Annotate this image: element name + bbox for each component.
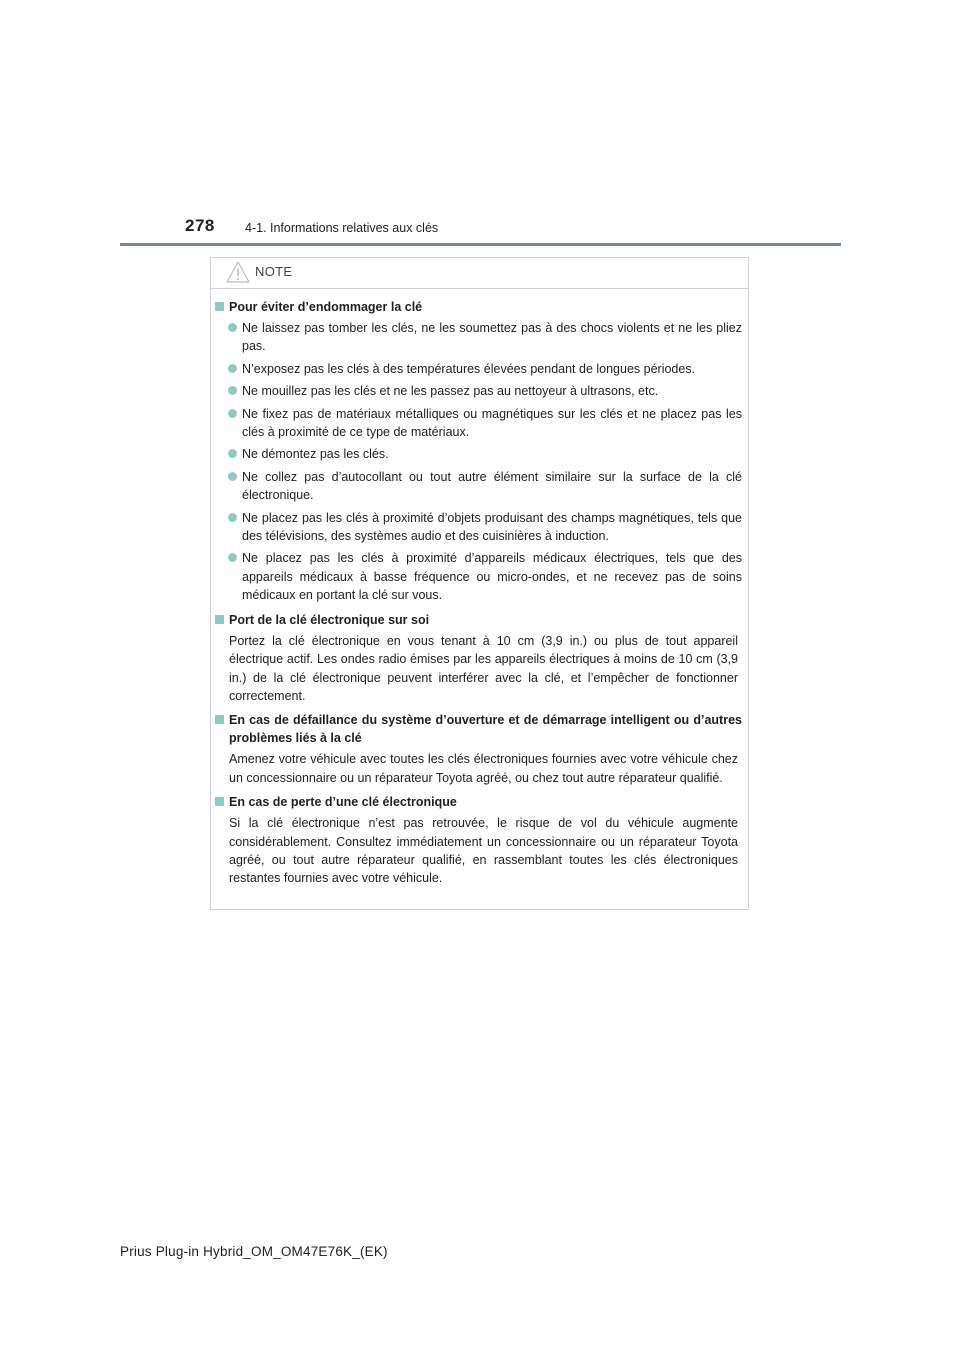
round-bullet-icon	[228, 472, 237, 481]
list-item-text: Ne collez pas d’autocollant ou tout autre élément similaire sur la surface de la clé électronique.	[242, 469, 742, 503]
page-number: 278	[185, 216, 215, 235]
list-item	[211, 382, 742, 400]
footer-doc-id: Prius Plug-in Hybrid_OM_OM47E76K_(EK)	[120, 1244, 388, 1259]
list-item-text: Ne mouillez pas les clés et ne les passez pas au nettoyeur à ultrasons, etc.	[242, 384, 659, 399]
list-item	[211, 405, 742, 442]
notice-body	[211, 298, 748, 894]
section-heading-text: En cas de défaillance du système d’ouverture et de démarrage intelligent ou d’autres problèmes liés à la clé	[229, 713, 742, 746]
round-bullet-icon	[228, 409, 237, 418]
section-heading	[211, 611, 742, 629]
notice-header	[211, 258, 748, 289]
list-item	[211, 549, 742, 604]
section-heading	[211, 711, 742, 747]
square-bullet-icon	[215, 797, 224, 806]
round-bullet-icon	[228, 513, 237, 522]
list-item	[211, 360, 742, 378]
list-item	[211, 509, 742, 546]
section-heading-text: Pour éviter d’endommager la clé	[229, 300, 423, 314]
section-system-failure	[211, 711, 748, 787]
section-title: 4-1. Informations relatives aux clés	[245, 221, 439, 235]
list-item-text: Ne placez pas les clés à proximité d’objets produisant des champs magnétiques, tels que des télévisions, des systèmes audio et des cuisinières à induction.	[242, 510, 742, 544]
round-bullet-icon	[228, 449, 237, 458]
round-bullet-icon	[228, 553, 237, 562]
list-item-text: Ne placez pas les clés à proximité d’appareils médicaux électriques, tels que des appareils médicaux à basse fréquence ou micro-ondes, et ne recevez pas de soins médicaux en portant la clé sur vous.	[242, 551, 742, 603]
section-body: Portez la clé électronique en vous tenant à 10 cm (3,9 in.) ou plus de tout appareil électrique actif. Les ondes radio émises par les appareils électriques à moins de 10 cm (3,9 in.) de la clé électronique peuvent interférer avec la clé, et l’empêcher de fonctionner correctement.	[229, 633, 738, 703]
section-heading	[211, 298, 742, 316]
section-body: Amenez votre véhicule avec toutes les clés électroniques fournies avec votre véhicule chez un concessionnaire ou un réparateur Toyota agréé, ou chez tout autre réparateur qualifié.	[229, 752, 738, 785]
section-body: Si la clé électronique n’est pas retrouvée, le risque de vol du véhicule augmente considérablement. Consultez immédiatement un concessionnaire ou un réparateur Toyota agréé, ou tout autre réparateur qualifié, en rassemblant toutes les clés électroniques restantes fournies avec votre véhicule.	[229, 816, 738, 886]
list-item-text: Ne laissez pas tomber les clés, ne les soumettez pas à des chocs violents et ne les pliez pas.	[242, 321, 742, 354]
bullet-list	[211, 319, 748, 605]
list-item	[211, 468, 742, 505]
list-item-text: Ne démontez pas les clés.	[242, 447, 389, 462]
notice-label: NOTE	[255, 264, 293, 279]
round-bullet-icon	[228, 323, 237, 332]
section-heading-text: En cas de perte d’une clé électronique	[229, 795, 457, 810]
header-rule	[120, 243, 841, 246]
square-bullet-icon	[215, 715, 224, 724]
section-key-damage	[211, 298, 748, 605]
section-heading	[211, 793, 742, 811]
round-bullet-icon	[228, 386, 237, 395]
warning-triangle-icon	[225, 260, 251, 284]
notice-box	[210, 257, 749, 910]
list-item	[211, 445, 742, 463]
square-bullet-icon	[215, 615, 224, 624]
list-item-text: Ne fixez pas de matériaux métalliques ou magnétiques sur les clés et ne placez pas les clés à proximité de ce type de matériaux.	[242, 406, 742, 440]
square-bullet-icon	[215, 302, 224, 311]
section-carrying-key	[211, 611, 748, 706]
round-bullet-icon	[228, 364, 237, 373]
list-item-text: N’exposez pas les clés à des températures élevées pendant de longues périodes.	[242, 361, 696, 376]
list-item	[211, 319, 742, 356]
section-heading-text: Port de la clé électronique sur soi	[229, 612, 430, 627]
section-lost-key	[211, 793, 748, 888]
